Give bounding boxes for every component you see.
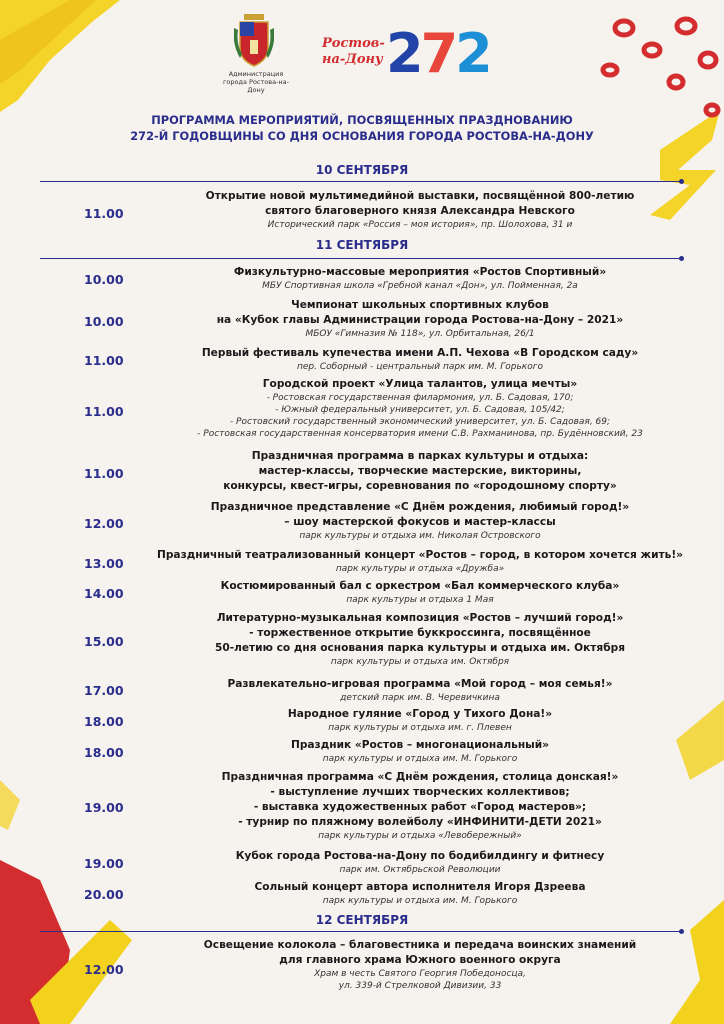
event-venue-line: парк культуры и отдыха 1 Мая <box>346 595 494 605</box>
event-title-line: Открытие новой мультимедийной выставки, посвящённой 800-летию <box>205 190 635 202</box>
event-title-line: Городской проект «Улица талантов, улица мечты» <box>262 378 578 390</box>
event-venue-line: Храм в честь Святого Георгия Победоносца, <box>314 969 526 979</box>
event-venue-line: - Ростовская государственная филармония, ул. Б. Садовая, 170; <box>266 393 574 403</box>
event-venue-line: парк культуры и отдыха «Дружба» <box>335 564 505 574</box>
day-divider <box>40 181 682 182</box>
event-time: 19.00 <box>84 856 124 871</box>
event-item <box>150 189 690 231</box>
event-item <box>150 346 690 373</box>
event-item <box>150 265 690 292</box>
page-title-line2: 272-Й ГОДОВЩИНЫ СО ДНЯ ОСНОВАНИЯ ГОРОДА РОСТОВА-НА-ДОНУ <box>130 129 594 143</box>
event-item <box>150 880 690 907</box>
event-time: 12.00 <box>84 516 124 531</box>
event-title-line: Развлекательно-игровая программа «Мой город – моя семья!» <box>227 678 613 690</box>
coat-of-arms-icon <box>234 14 274 68</box>
day-heading: 10 СЕНТЯБРЯ <box>315 163 409 177</box>
event-time: 11.00 <box>84 466 124 481</box>
brand-city-line2: на-Дону <box>322 52 383 67</box>
event-venue-line: парк культуры и отдыха «Левобережный» <box>318 831 522 841</box>
event-title-line: Праздничная программа «С Днём рождения, столица донская!» <box>221 771 619 783</box>
event-time: 18.00 <box>84 745 124 760</box>
event-title-line: 50-летию со дня основания парка культуры и отдыха им. Октября <box>214 642 626 654</box>
event-venue-line: парк культуры и отдыха им. Октября <box>330 657 510 667</box>
event-time: 14.00 <box>84 586 124 601</box>
event-title-line: - торжественное открытие буккроссинга, посвящённое <box>249 627 591 639</box>
event-item <box>150 938 690 992</box>
event-title-line: Праздничный театрализованный концерт «Ростов – город, в котором хочется жить!» <box>156 549 684 561</box>
event-title-line: Освещение колокола – благовестника и передача воинских знамений <box>203 939 637 951</box>
event-venue-line: - Ростовская государственная консерватория имени С.В. Рахманинова, пр. Будённовский, 23 <box>197 429 643 439</box>
event-item <box>150 377 690 440</box>
event-time: 15.00 <box>84 634 124 649</box>
event-venue-line: МБОУ «Гимназия № 118», ул. Орбитальная, 26/1 <box>305 329 535 339</box>
admin-label: Администрация города Ростова-на-Дону <box>222 70 289 94</box>
brand-city-name <box>322 36 385 68</box>
event-title-line: Праздник «Ростов – многонациональный» <box>290 739 550 751</box>
event-item <box>150 770 690 842</box>
event-venue-line: детский парк им. В. Черевичкина <box>340 693 500 703</box>
event-title-line: для главного храма Южного военного округа <box>279 954 561 966</box>
event-title-line: – шоу мастерской фокусов и мастер-классы <box>284 516 556 528</box>
event-venue-line: парк им. Октябрьской Революции <box>339 865 501 875</box>
event-item <box>150 611 690 668</box>
event-title-line: конкурсы, квест-игры, соревнования по «городошному спорту» <box>223 480 617 492</box>
event-item <box>150 298 690 340</box>
event-title-line: на «Кубок главы Администрации города Ростова-на-Дону – 2021» <box>216 314 624 326</box>
brand-digit: 7 <box>420 22 456 85</box>
event-venue-line: парк культуры и отдыха им. Николая Островского <box>299 531 541 541</box>
event-venue-line: - Ростовский государственный экономический университет, ул. Б. Садовая, 69; <box>229 417 611 427</box>
event-time: 11.00 <box>84 206 124 221</box>
event-time: 19.00 <box>84 800 124 815</box>
event-venue-line: Исторический парк «Россия – моя история», пр. Шолохова, 31 и <box>267 220 573 230</box>
event-title-line: мастер-классы, творческие мастерские, викторины, <box>258 465 582 477</box>
event-item <box>150 579 690 606</box>
event-title-line: - выступление лучших творческих коллективов; <box>270 786 570 798</box>
event-venue-line: парк культуры и отдыха им. г. Плевен <box>328 723 512 733</box>
event-title-line: Праздничное представление «С Днём рождения, любимый город!» <box>210 501 630 513</box>
day-heading: 12 СЕНТЯБРЯ <box>315 913 409 927</box>
day-heading: 11 СЕНТЯБРЯ <box>315 238 409 252</box>
event-item <box>150 500 690 542</box>
event-item <box>150 677 690 704</box>
brand-anniversary-number <box>386 24 490 84</box>
page-title <box>80 112 644 144</box>
event-title-line: Народное гуляние «Город у Тихого Дона!» <box>287 708 553 720</box>
event-time: 11.00 <box>84 353 124 368</box>
event-time: 18.00 <box>84 714 124 729</box>
brand-digit: 2 <box>386 22 421 85</box>
event-title-line: Физкультурно-массовые мероприятия «Ростов Спортивный» <box>233 266 607 278</box>
brand-digit: 2 <box>455 22 490 85</box>
event-title-line: - выставка художественных работ «Город мастеров»; <box>253 801 587 813</box>
event-time: 10.00 <box>84 314 124 329</box>
brand-city-line1: Ростов- <box>322 36 385 51</box>
event-time: 17.00 <box>84 683 124 698</box>
event-title-line: святого благоверного князя Александра Невского <box>265 205 575 217</box>
event-venue-line: - Южный федеральный университет, ул. Б. Садовая, 105/42; <box>275 405 565 415</box>
event-time: 10.00 <box>84 272 124 287</box>
event-time: 11.00 <box>84 404 124 419</box>
event-title-line: Костюмированный бал с оркестром «Бал коммерческого клуба» <box>220 580 620 592</box>
event-venue-line: парк культуры и отдыха им. М. Горького <box>322 896 518 906</box>
day-divider <box>40 931 682 932</box>
event-venue-line: парк культуры и отдыха им. М. Горького <box>322 754 518 764</box>
event-title-line: Первый фестиваль купечества имени А.П. Чехова «В Городском саду» <box>201 347 639 359</box>
event-venue-line: МБУ Спортивная школа «Гребной канал «Дон», ул. Пойменная, 2а <box>262 281 578 291</box>
day-divider <box>40 258 682 259</box>
event-item <box>150 449 690 494</box>
event-title-line: Кубок города Ростова-на-Дону по бодибилдингу и фитнесу <box>235 850 605 862</box>
event-title-line: Праздничная программа в парках культуры и отдыха: <box>251 450 589 462</box>
event-time: 12.00 <box>84 962 124 977</box>
event-time: 20.00 <box>84 887 124 902</box>
event-venue-line: ул. 339-й Стрелковой Дивизии, 33 <box>338 981 502 991</box>
header <box>0 0 724 110</box>
event-title-line: Сольный концерт автора исполнителя Игоря Дзреева <box>254 881 586 893</box>
page-title-line1: ПРОГРАММА МЕРОПРИЯТИЙ, ПОСВЯЩЕННЫХ ПРАЗДНОВАНИЮ <box>151 113 573 127</box>
event-venue-line: пер. Соборный - центральный парк им. М. Горького <box>297 362 543 372</box>
event-title-line: - турнир по пляжному волейболу «ИНФИНИТИ-ДЕТИ 2021» <box>238 816 602 828</box>
event-item <box>150 738 690 765</box>
event-title-line: Чемпионат школьных спортивных клубов <box>291 299 549 311</box>
event-item <box>150 707 690 734</box>
event-title-line: Литературно-музыкальная композиция «Ростов – лучший город!» <box>216 612 624 624</box>
event-time: 13.00 <box>84 556 124 571</box>
event-item <box>150 849 690 876</box>
event-item <box>150 548 690 575</box>
